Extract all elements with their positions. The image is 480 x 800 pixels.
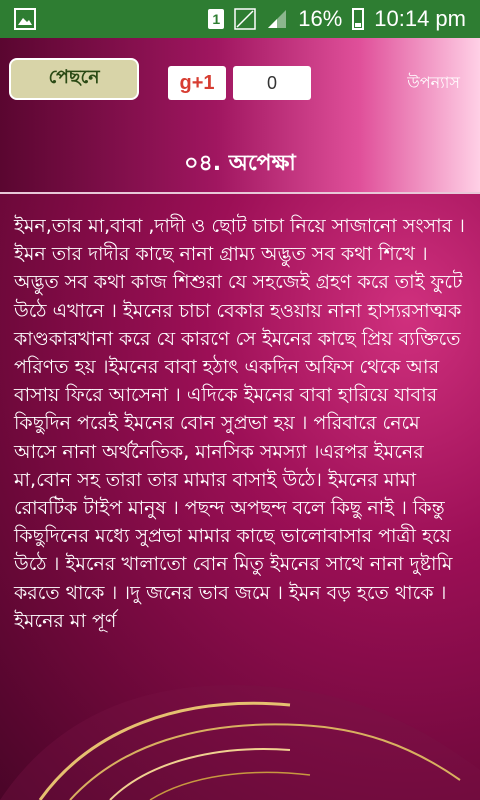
category-label[interactable]: উপন্যাস [407,73,460,92]
header [0,38,480,193]
clock: 10:14 pm [374,6,466,31]
cell-signal-icon [266,8,288,30]
sim-icon: 1 [208,9,224,29]
google-plus-one-button[interactable]: g+1 [168,66,226,100]
status-icons [208,0,466,38]
back-button[interactable]: পেছনে [9,58,139,100]
google-plus-count: 0 [233,66,311,100]
battery-percent: 16% [298,6,343,31]
signal-empty-icon [234,8,256,30]
story-content[interactable] [0,194,480,800]
decorative-swirl [0,650,480,800]
battery-icon [352,8,364,30]
status-bar [0,0,480,38]
chapter-title: ০৪. অপেক্ষা [184,151,296,176]
gallery-icon [14,8,36,30]
story-text: ইমন,তার মা,বাবা ,দাদী ও ছোট চাচা নিয়ে সাজানো সংসার । ইমন তার দাদীর কাছে নানা গ্রাম্য অদ্ভুত সব কথা শিখে ।অদ্ভুত সব কথা কাজ শিশুরা যে সহজেই গ্রহণ করে তাই ফুটে উঠে এখানে । ইমনের চাচা বেকার হওয়ায় নানা হাস্যরসাত্মক কাণ্ডকারখানা করে যে কারণে সে ইমনের কাছে প্রিয় ব্যক্তিতে পরিণত হয় ।ইমনের বাবা হঠাৎ একদিন অফিস থেকে আর বাসায় ফিরে আসেনা । এদিকে ইমনের বাবা হারিয়ে যাবার কিছুদিন পরেই ইমনের বোন সুপ্রভা হয় । পরিবারে নেমে আসে নানা অর্থনৈতিক, মানসিক সমস্যা ।এরপর ইমনের মা,বোন সহ তারা তার মামার বাসাই উঠে। ইমনের মামা রোবটিক টাইপ মানুষ । পছন্দ অপছন্দ বলে কিছু নাই । কিন্তু কিছুদিনের মধ্যে সুপ্রভা মামার কাছে ভালোবাসার পাত্রী হয়ে উঠে । ইমনের খালাতো বোন মিতু ইমনের সাথে নানা দুষ্টামি করতে থাকে । ।দু জনের ভাব জমে । ইমন বড় হতে থাকে । ইমনের মা পূর্ণ [14,215,465,632]
